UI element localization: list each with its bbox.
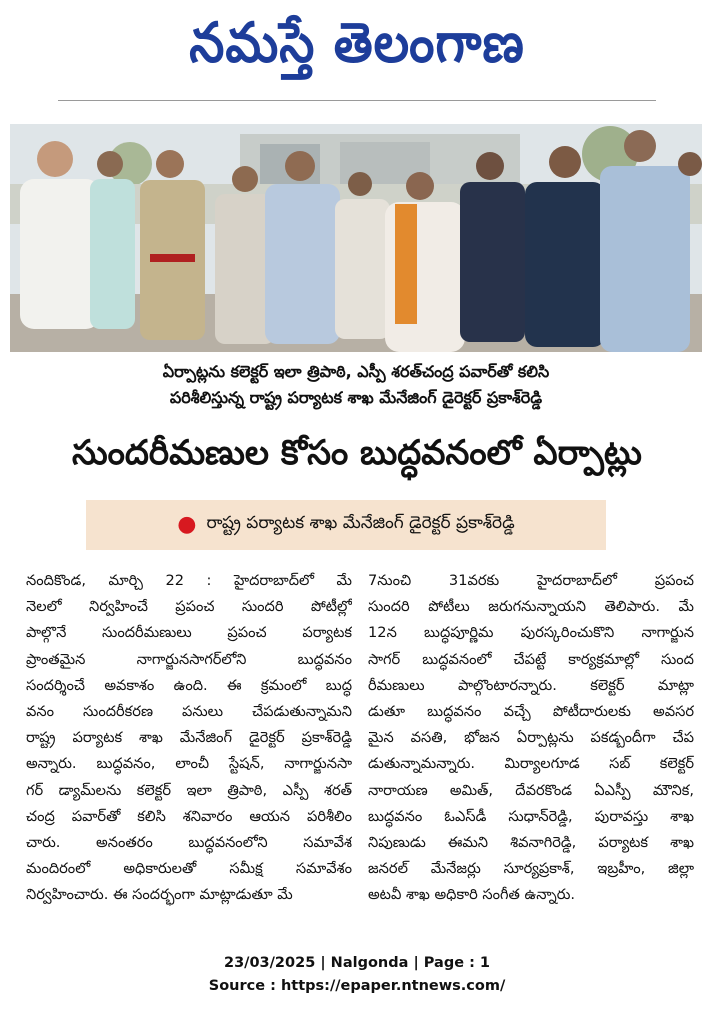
article-body-right-column [368,568,694,909]
footer-source: Source : https://epaper.ntnews.com/ [208,978,506,994]
body-line: రీమణులు పాల్గొంటారన్నారు. కలెక్టర్‌ మాట్లా [368,676,694,694]
body-line: మందిరంలో అధికారులతో సమీక్ష సమావేశం [26,860,352,878]
page-footer [0,952,714,998]
news-photo [10,124,702,352]
caption-line-1: ఏర్పాట్లను కలెక్టర్‌ ఇలా త్రిపాఠి, ఎస్పీ శరత్‌చంద్ర పవార్‌తో కలిసి [162,362,550,381]
body-line: నెలలో నిర్వహించే ప్రపంచ సుందరి పోటీల్లో [26,598,352,616]
masthead-divider [58,100,656,101]
body-line: డుతున్నామన్నారు. మిర్యాలగూడ సబ్‌ కలెక్టర్‌ [368,755,694,773]
article-headline: సుందరీమణుల కోసం బుద్ధవనంలో ఏర్పాట్లు [72,433,642,473]
subhead-text: రాష్ట్ర పర్యాటక శాఖ మేనేజింగ్‌ డైరెక్టర్‌ ప్రకాశ్‌రెడ్డి [206,513,515,533]
body-line: డుతూ బుద్ధవనం వచ్చే పోటీదారులకు అవసర [368,703,694,721]
body-line: చంద్ర పవార్‌తో కలిసి శనివారం ఆయన పరిశీలిం [26,807,352,825]
footer-date-page: 23/03/2025 | Nalgonda | Page : 1 [223,955,491,971]
body-line: సాగర్‌ బుద్ధవనంలో చేపట్టే కార్యక్రమాల్లో సుంద [368,650,694,668]
body-line: సందర్శించే అవకాశం ఉంది. ఈ క్రమంలో బుద్ధ [26,676,352,694]
body-line: అటవీ శాఖ అధికారి సంగీత ఉన్నారు. [368,886,576,904]
body-line: మైన వసతి, భోజన ఏర్పాట్లను పకడ్బందీగా చేప [368,729,694,747]
body-line: ప్రాంతమైన నాగార్జునసాగర్‌లోని బుద్ధవనం [26,650,352,668]
caption-line-2: పరిశీలిస్తున్న రాష్ట్ర పర్యాటక శాఖ మేనేజింగ్‌ డైరెక్టర్‌ ప్రకాశ్‌రెడ్డి [169,388,543,407]
body-line: 7నుంచి 31వరకు హైదరాబాద్‌లో ప్రపంచ [368,572,694,589]
body-line: గర్‌ డ్యామ్‌లను కలెక్టర్‌ ఇలా త్రిపాఠి, ఎస్పీ శరత్‌ [26,781,352,799]
body-line: నిర్వహించారు. ఈ సందర్భంగా మాట్లాడుతూ మే [26,886,293,904]
article-subhead [86,500,606,550]
body-line: చారు. అనంతరం బుద్ధవనంలోని సమావేశ [26,834,352,852]
body-line: జనరల్‌ మేనేజర్లు సూర్యప్రకాశ్‌, ఇబ్రహీం, జిల్లా [368,860,694,878]
body-line: రాష్ట్ర పర్యాటక శాఖ మేనేజింగ్‌ డైరెక్టర్‌ ప్రకాశ్‌రెడ్డి [26,729,352,747]
bullet-icon: ● [177,512,197,537]
body-line: నారాయణ అమిత్‌, దేవరకొండ ఏఎస్పీ మౌనిక, [368,781,694,799]
photo-caption [10,355,702,417]
body-line: సుందరి పోటీలు జరుగనున్నాయని తెలిపారు. మే [368,598,694,616]
body-line: బుద్ధవనం ఓఎస్‌డీ సుధాన్‌రెడ్డి, పురావస్తు శాఖ [368,807,694,825]
body-line: పాల్గొనే సుందరీమణులు ప్రపంచ పర్యాటక [26,624,352,642]
body-line: వనం సుందరీకరణ పనులు చేపడుతున్నామని [26,703,352,721]
masthead-logo: నమస్తే తెలంగాణ [189,11,525,75]
body-line: నందికొండ, మార్చి 22 : హైదరాబాద్‌లో మే [26,572,352,589]
body-line: నిపుణుడు ఈమని శివనాగిరెడ్డి, పర్యాటక శాఖ [368,834,694,852]
article-body-left-column [26,568,352,909]
body-line: 12న బుద్ధపూర్ణిమ పురస్కరించుకొని నాగార్జున [368,624,694,642]
body-line: అన్నారు. బుద్ధవనం, లాంచీ స్టేషన్‌, నాగార్జునసా [26,755,352,773]
